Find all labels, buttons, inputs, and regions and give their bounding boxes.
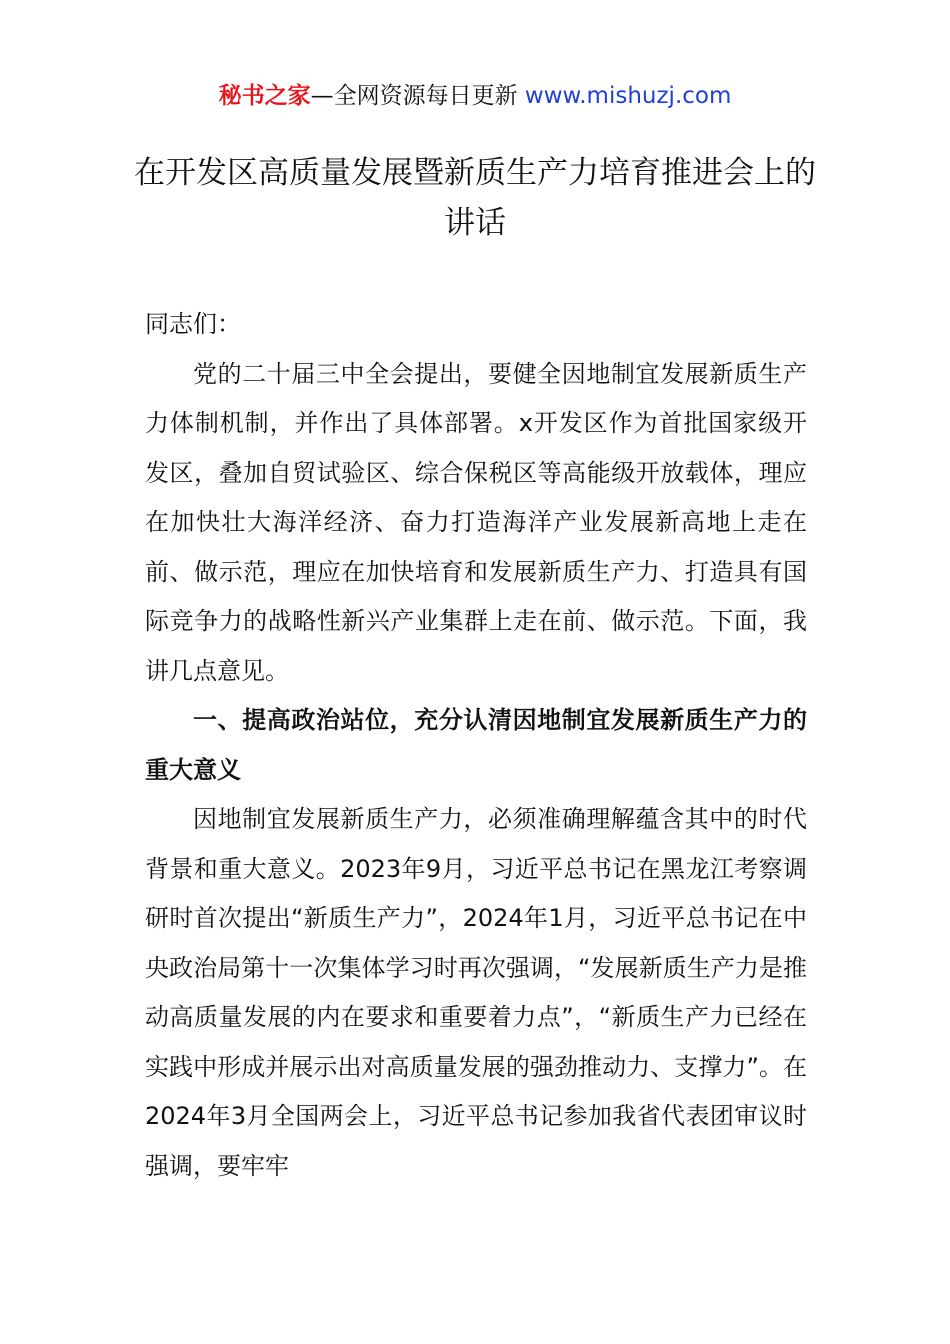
- site-header: [0, 80, 950, 112]
- site-url-link[interactable]: www.mishuzj.com: [524, 83, 732, 109]
- paragraph-section-1: 因地制宜发展新质生产力，必须准确理解蕴含其中的时代背景和重大意义。2023年9月，习近平总书记在黑龙江考察调研时首次提出“新质生产力”，2024年1月，习近平总书记在中央政治局第十一次集体学习时再次强调，“发展新质生产力是推动高质量发展的内在要求和重要着力点”，“新质生产力已经在实践中形成并展示出对高质量发展的强劲推动力、支撑力”。在2024年3月全国两会上，习近平总书记参加我省代表团审议时强调，要牢牢: [145, 805, 807, 1180]
- site-brand: 秘书之家: [218, 83, 311, 109]
- section-heading-1: 一、提高政治站位，充分认清因地制宜发展新质生产力的重大意义: [145, 706, 807, 784]
- salutation: 同志们：: [145, 310, 241, 338]
- paragraph-intro: 党的二十届三中全会提出，要健全因地制宜发展新质生产力体制机制，并作出了具体部署。x开发区作为首批国家级开发区，叠加自贸试验区、综合保税区等高能级开放载体，理应在加快壮大海洋经济、奋力打造海洋产业发展新高地上走在前、做示范，理应在加快培育和发展新质生产力、打造具有国际竞争力的战略性新兴产业集群上走在前、做示范。下面，我讲几点意见。: [145, 359, 807, 685]
- site-tagline: —全网资源每日更新: [310, 83, 518, 109]
- document-title: 在开发区高质量发展暨新质生产力培育推进会上的讲话: [134, 155, 816, 241]
- document-body: [145, 300, 807, 1191]
